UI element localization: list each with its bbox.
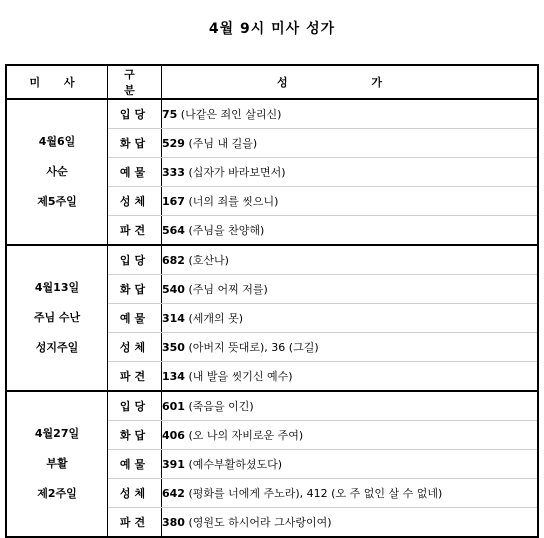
part-cell: 입당 [108,99,162,129]
hymn-cell [162,421,539,450]
mass-date: 4월27일 [34,427,80,440]
hymn-number: 75 [162,108,178,121]
hymn-cell [162,508,539,538]
hymn-title: (죽음을 이긴) [184,400,254,413]
mass-date-cell [6,99,108,245]
hymn-number: 314 [162,312,185,325]
header-mass: 미 사 [6,65,108,99]
mass-date: 4월13일 [34,281,80,294]
hymn-cell [162,391,539,421]
hymn-title: (내 발을 씻기신 예수) [184,370,293,383]
part-cell: 입당 [108,245,162,275]
hymn-title: (영원도 하시어라 그사랑이여) [184,516,332,529]
hymn-title: (세개의 못) [184,312,244,325]
hymn-cell [162,129,539,158]
part-cell: 예물 [108,304,162,333]
hymn-title: (주님을 찬양해) [184,224,265,237]
header-hymn: 성 가 [162,65,539,99]
mass-date-cell [6,391,108,537]
hymn-number: 406 [162,429,185,442]
part-cell: 파견 [108,216,162,246]
hymn-cell [162,304,539,333]
hymn-number: 134 [162,370,185,383]
hymn-cell [162,479,539,508]
part-cell: 입당 [108,391,162,421]
part-cell: 예물 [108,158,162,187]
mass-line3: 제5주일 [37,195,77,208]
hymn-number: 391 [162,458,185,471]
table-body [6,99,538,537]
mass-line3: 성지주일 [35,341,79,354]
hymn-number: 529 [162,137,185,150]
hymn-cell [162,275,539,304]
part-cell: 화답 [108,421,162,450]
hymn-title: (평화를 너에게 주노라), 412 (오 주 없인 살 수 없네) [184,487,443,500]
hymn-number: 380 [162,516,185,529]
part-cell: 성체 [108,333,162,362]
hymn-title: (너의 죄를 씻으니) [184,195,279,208]
header-part: 구 분 [108,65,162,99]
hymn-title: (주님 어찌 저를) [184,283,268,296]
part-cell: 성체 [108,479,162,508]
hymn-title: (십자가 바라보면서) [184,166,286,179]
part-cell: 예물 [108,450,162,479]
part-cell: 화답 [108,129,162,158]
table-header-row [6,65,538,99]
hymn-number: 350 [162,341,185,354]
part-cell: 화답 [108,275,162,304]
mass-date-cell [6,245,108,391]
mass-line2: 부활 [46,457,68,470]
hymn-number: 601 [162,400,185,413]
hymn-number: 167 [162,195,185,208]
mass-line2: 사순 [46,165,68,178]
hymn-cell [162,245,539,275]
part-cell: 성체 [108,187,162,216]
mass-date: 4월6일 [38,135,76,148]
hymn-title: (아버지 뜻대로), 36 (그길) [184,341,319,354]
hymn-cell [162,158,539,187]
mass-line3: 제2주일 [37,487,77,500]
hymn-number: 333 [162,166,185,179]
hymn-number: 540 [162,283,185,296]
part-cell: 파견 [108,508,162,538]
part-cell: 파견 [108,362,162,392]
table-row [6,245,538,275]
hymn-cell [162,216,539,246]
hymn-title: (나같은 죄인 살리신) [177,108,282,121]
table-row [6,99,538,129]
hymn-cell [162,99,539,129]
hymn-cell [162,362,539,392]
hymn-number: 564 [162,224,185,237]
hymn-cell [162,187,539,216]
mass-line2: 주님 수난 [33,311,81,324]
hymn-title: (주님 내 길을) [184,137,258,150]
hymn-number: 682 [162,254,185,267]
hymn-title: (호산나) [184,254,229,267]
hymn-cell [162,333,539,362]
hymn-schedule-table [5,64,539,538]
hymn-cell [162,450,539,479]
hymn-number: 642 [162,487,185,500]
page-title: 4월 9시 미사 성가 [208,21,336,37]
hymn-title: (예수부활하셨도다) [184,458,283,471]
hymn-title: (오 나의 자비로운 주여) [184,429,304,442]
table-row [6,391,538,421]
